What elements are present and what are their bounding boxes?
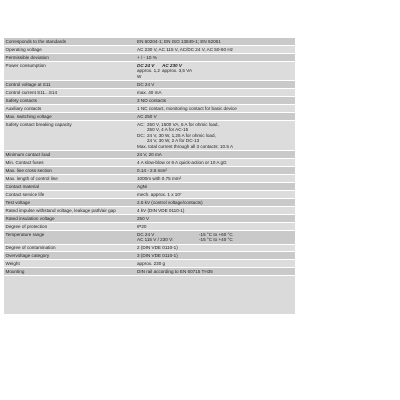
value-line: AC 230 V, AC 115 V, AC/DC 24 V, AC 50-60 Hz: [137, 46, 233, 52]
spec-value: [136, 62, 295, 80]
spec-label: Power consumption: [5, 62, 46, 68]
spec-value: [136, 151, 295, 158]
spec-row: [4, 81, 295, 89]
spec-label: Contact material: [5, 183, 39, 189]
value-line: AC 250 V: [137, 113, 157, 119]
power-item: approx. 1,2 W: [137, 68, 160, 79]
spec-label: Minimum contact load: [5, 151, 51, 157]
spec-value: [136, 54, 295, 61]
temp-condition: AC 115 V / 230 V:: [137, 237, 174, 243]
spec-row: [4, 199, 295, 207]
spec-label: Mounting: [5, 269, 25, 275]
power-item: approx. 3,5 VA: [162, 68, 193, 74]
value-line: + / - 10 %: [137, 54, 157, 60]
technical-data-table: [4, 38, 295, 314]
value-line: 2 (DIN VDE 0110-1): [137, 245, 178, 251]
spec-row: [4, 121, 295, 151]
spec-value: [136, 207, 295, 214]
spec-row: [4, 62, 295, 81]
value-line: DC 24 V: [137, 81, 155, 87]
capacity-prefix: DC:: [137, 132, 145, 138]
spec-label: Safety contacts: [5, 97, 37, 103]
spec-value: [136, 159, 295, 166]
spec-row: [4, 183, 295, 191]
spec-row: [4, 151, 295, 159]
capacity-prefix: AC:: [137, 121, 145, 127]
spec-value: [136, 167, 295, 174]
value-line: 1000m with 0.75 mm²: [137, 175, 182, 181]
spec-row: [4, 260, 295, 268]
spec-label: Rated impulse withstand voltage, leakage path/air gap: [5, 207, 116, 213]
spec-row: [4, 105, 295, 113]
spec-label: Degree of contamination: [5, 245, 56, 251]
spec-label: Permissible deviation: [5, 54, 49, 60]
spec-label: Rated insulation voltage: [5, 215, 55, 221]
power-line: [137, 68, 294, 79]
spec-value: [136, 245, 295, 252]
spec-value: [136, 81, 295, 88]
spec-label: Min. Contact fuses: [5, 159, 44, 165]
spec-label: Degree of protection: [5, 223, 48, 229]
spec-value: [136, 46, 295, 53]
spec-label: Auxiliary contacts: [5, 105, 42, 111]
capacity-text: 24 V, 30 W, 1,25 A for ohmic load,: [147, 132, 216, 138]
value-line: IP20: [137, 223, 147, 229]
spec-value: [136, 191, 295, 198]
capacity-text: 250 V, 1500 VA, 6 A for ohmic load,: [147, 121, 219, 127]
spec-value: [136, 97, 295, 104]
spec-value: [136, 199, 295, 206]
spec-row: [4, 46, 295, 54]
spec-row: [4, 268, 295, 276]
spec-row: [4, 175, 295, 183]
spec-row: [4, 191, 295, 199]
value-line: 24 V, 20 mA: [137, 151, 162, 157]
value-line: DIN rail according to EN 60715 TH35: [137, 269, 213, 275]
temp-range: -15 °C to +60 °C: [199, 231, 233, 237]
temp-condition: DC 24 V: [137, 231, 155, 237]
spec-label: Overvoltage category: [5, 253, 50, 259]
value-line: 1 NC contact, monitoring contact for basic device: [137, 105, 237, 111]
value-line: mech. approx. 1 x 10⁷: [137, 191, 182, 197]
power-item: DC 24 V: [137, 62, 155, 68]
spec-value: [136, 175, 295, 182]
spec-value: [136, 215, 295, 222]
spec-label: Max. line cross section: [5, 167, 52, 173]
capacity-text: 250 V, 4 A for AC-15: [147, 127, 189, 133]
spec-row: [4, 113, 295, 121]
spec-label: Max. switching voltage: [5, 113, 52, 119]
spec-label: Safety contact breaking capacity: [5, 121, 72, 127]
spec-value: [136, 183, 295, 190]
spec-label: Temperature range: [5, 231, 45, 237]
spec-value: [136, 121, 295, 150]
spec-value: [136, 268, 295, 275]
spec-row: [4, 252, 295, 260]
value-line: 4 kV (DIN VDE 0110-1): [137, 207, 185, 213]
value-line: 250 V: [137, 215, 150, 221]
value-line: EN 60204-1; EN ISO 13849-1; EN 62061: [137, 38, 221, 44]
spec-value: [136, 89, 295, 96]
value-line: 4 A slow-blow or 6 A quick-action or 10 A gG: [137, 159, 227, 165]
spec-value: [136, 105, 295, 112]
spec-label: Test voltage: [5, 199, 31, 205]
spec-row: [4, 89, 295, 97]
spec-label: Corresponds to the standards: [5, 38, 67, 44]
spec-row: [4, 54, 295, 62]
value-line: 3 NO contacts: [137, 97, 167, 103]
value-line: AgNi: [137, 183, 147, 189]
spec-value: [136, 113, 295, 120]
value-line: 2.5 kV (control voltage/contacts): [137, 199, 203, 205]
spec-value: [136, 223, 295, 230]
value-line: 0.14 - 2.5 mm²: [137, 167, 167, 173]
spec-label: Control current S11...S14: [5, 89, 57, 95]
spec-value: [136, 38, 295, 45]
capacity-text: 24 V, 30 W, 2 A for DC-13: [147, 138, 200, 144]
spec-value: [136, 260, 295, 267]
spec-row: [4, 38, 295, 46]
spec-row: [4, 159, 295, 167]
spec-row: [4, 97, 295, 105]
value-line: max. 40 mA: [137, 89, 162, 95]
spec-row: [4, 223, 295, 231]
power-item: AC 230 V: [162, 62, 182, 68]
temp-line: [137, 237, 294, 243]
value-line: 3 (DIN VDE 0110-1): [137, 253, 178, 259]
spec-label: Max. length of control line: [5, 175, 58, 181]
spec-label: Weight: [5, 261, 20, 267]
value-line: approx. 230 g: [137, 261, 166, 267]
temp-range: -15 °C to +40 °C: [199, 237, 233, 243]
spec-row: [4, 207, 295, 215]
spec-row: [4, 215, 295, 223]
spec-row: [4, 231, 295, 245]
capacity-note: Max. total current through all 3 contacts: 10.5 A: [137, 143, 234, 149]
spec-label: Contact service life: [5, 191, 45, 197]
spec-row: [4, 245, 295, 253]
spec-value: [136, 231, 295, 244]
spec-value: [136, 252, 295, 259]
spec-label: Control voltage at S11: [5, 81, 51, 87]
spec-row: [4, 167, 295, 175]
spec-label: Operating voltage: [5, 46, 42, 52]
